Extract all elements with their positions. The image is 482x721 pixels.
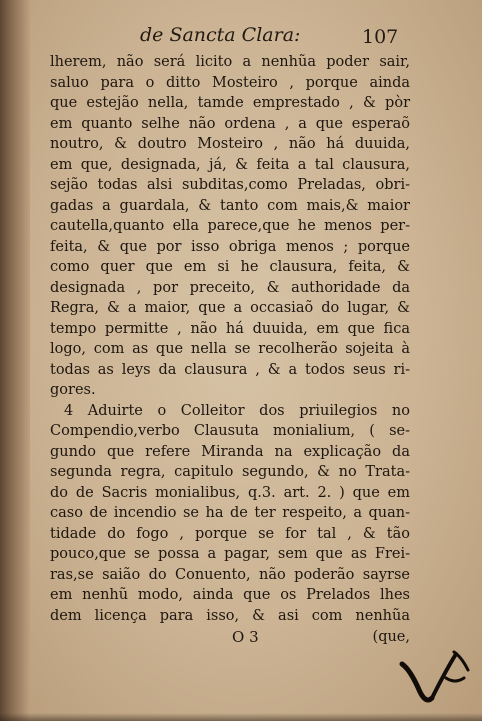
text-line: gundo que refere Miranda na explicação da — [50, 443, 410, 460]
text-line: logo, com as que nella se recolherão sojeita à — [50, 341, 410, 357]
text-line: saluo para o ditto Mosteiro , porque ainda — [50, 74, 410, 91]
text-line: em que, designada, já, & feita a tal clausura, — [50, 156, 410, 173]
catchword-row — [50, 626, 410, 648]
text-line: ras,se saião do Conuento, não poderão sayrse — [50, 566, 410, 583]
text-line: gadas a guardala, & tanto com mais,& maior — [50, 197, 410, 214]
page-bottom-edge — [0, 713, 482, 721]
page-number: 107 — [362, 26, 399, 48]
text-line: gores. — [50, 382, 96, 398]
body-text — [50, 52, 410, 648]
text-line: designada , por preceito, & authoridade da — [50, 279, 410, 296]
text-line: lherem, não será licito a nenhũa poder sair, — [50, 54, 410, 70]
text-line: em quanto selhe não ordena , a que esperaõ — [50, 115, 410, 132]
text-line: pouco,que se possa a pagar, sem que as Frei- — [50, 546, 410, 562]
text-line: Compendio,verbo Clausuta monialium, ( se- — [50, 423, 410, 439]
text-line: Regra, & a maior, que a occasiaõ do lugar, & — [50, 300, 410, 316]
text-line: tidade do fogo , porque se for tal , & tão — [50, 525, 410, 542]
text-line: caso de incendio se ha de ter respeito, a quan- — [50, 505, 410, 521]
text-line: dem licença para isso, & asi com nenhũa — [50, 607, 410, 624]
text-line: feita, & que por isso obriga menos ; porque — [50, 238, 410, 255]
text-line: sejão todas alsi subditas,como Preladas, obri- — [50, 177, 410, 193]
signature-mark: O 3 — [232, 628, 259, 646]
handwritten-ink-mark-icon — [398, 648, 478, 710]
text-line: segunda regra, capitulo segundo, & no Trata- — [50, 464, 410, 480]
text-line: noutro, & doutro Mosteiro , não há duuida, — [50, 136, 410, 152]
page-gutter — [0, 0, 30, 721]
text-line: do de Sacris monialibus, q.3. art. 2. ) que em — [50, 484, 410, 501]
text-line: tempo permitte , não há duuida, em que fica — [50, 320, 410, 337]
running-head: de Sancta Clara: — [140, 24, 301, 46]
text-line: todas as leys da clausura , & a todos seus ri- — [50, 361, 410, 378]
text-line: como quer que em si he clausura, feita, & — [50, 259, 410, 275]
text-line: cautella,quanto ella parece,que he menos per- — [50, 218, 410, 234]
text-line: em nenhũ modo, ainda que os Prelados lhes — [50, 587, 410, 603]
text-line: que estejão nella, tamde emprestado , & pòr — [50, 95, 410, 111]
catchword: (que, — [372, 629, 410, 645]
paragraph-start-line: 4 Aduirte o Colleitor dos priuilegios no — [64, 402, 410, 419]
